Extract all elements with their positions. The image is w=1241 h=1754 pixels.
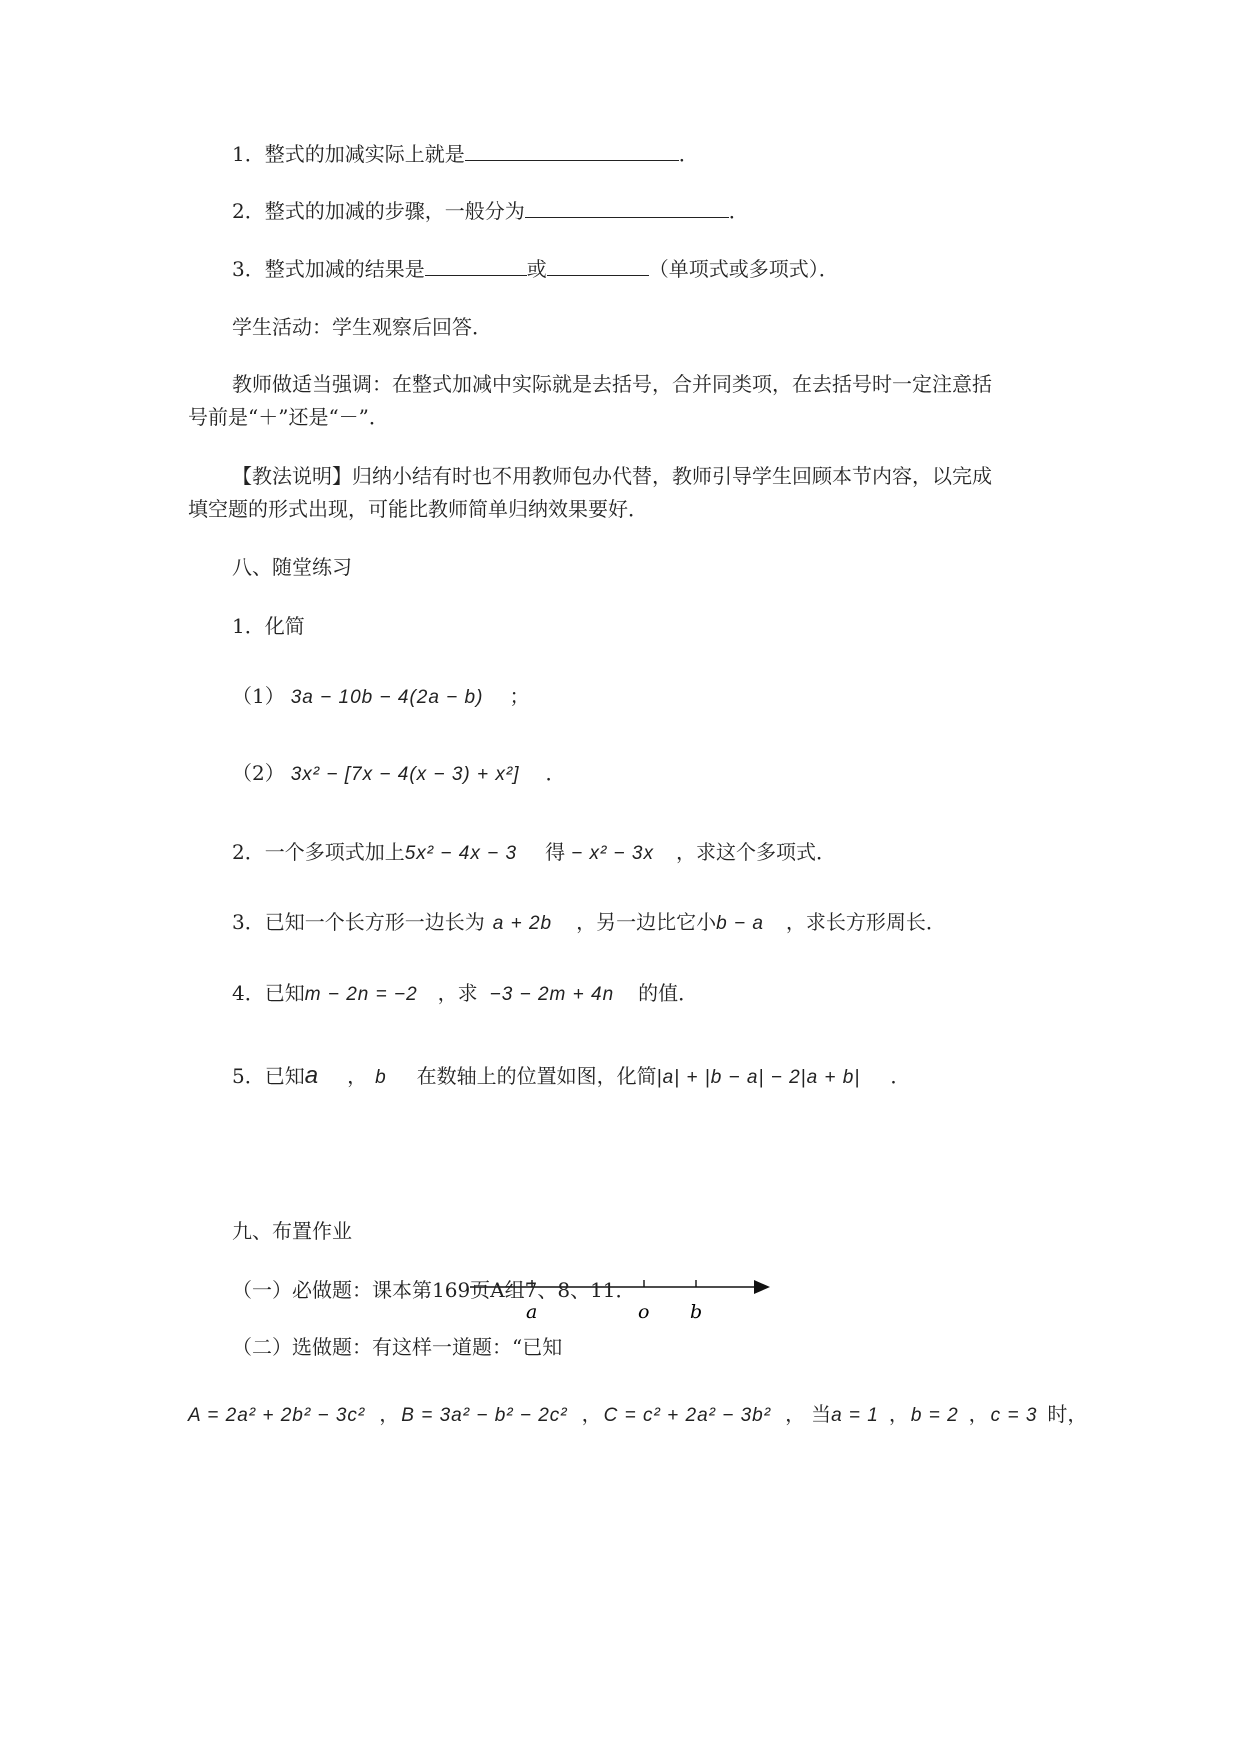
method-note-line-1: 【教法说明】归纳小结有时也不用教师包办代替，教师引导学生回顾本节内容，以完成 xyxy=(232,464,992,488)
math-expression: − x² − 3x xyxy=(571,843,654,864)
q3-text: 3．整式加减的结果是 xyxy=(232,257,425,281)
tick-label-b: b xyxy=(690,1301,703,1323)
math-expression: |a| + |b − a| − 2|a + b| xyxy=(656,1067,861,1088)
math-expression: −3 − 2m + 4n xyxy=(489,984,615,1005)
homework-optional: （二）选做题：有这样一道题：“已知 xyxy=(232,1335,563,1359)
summary-question-2: 2．整式的加减的步骤，一般分为 ． xyxy=(232,199,749,223)
answer-blank xyxy=(465,140,679,161)
math-expression-B: B = 3a² − b² − 2c² xyxy=(401,1405,568,1426)
math-variable-a: a xyxy=(304,1062,320,1089)
answer-blank xyxy=(547,255,649,276)
math-variable-b: b xyxy=(375,1067,387,1088)
exercise-4: 4．已知m − 2n = −2 ，求 −3 − 2m + 4n 的值． xyxy=(232,979,698,1009)
arrow-head-icon xyxy=(754,1280,770,1294)
math-expression: m − 2n = −2 xyxy=(304,984,418,1005)
math-expression-C: C = c² + 2a² − 3b² xyxy=(603,1405,772,1426)
math-expression: 3x² − [7x − 4(x − 3) + x²] xyxy=(290,764,520,785)
math-expression: 5x² − 4x − 3 xyxy=(404,843,518,864)
q1-text: 1．整式的加减实际上就是 xyxy=(232,142,465,166)
math-expression: a + 2b xyxy=(492,913,553,934)
section-8-title: 八、随堂练习 xyxy=(232,555,352,579)
exercise-5: 5．已知a ， b 在数轴上的位置如图，化简|a| + |b − a| − 2|a + b| ． xyxy=(232,1062,910,1092)
section-9-title: 九、布置作业 xyxy=(232,1219,352,1243)
exercise-1-label: 1．化简 xyxy=(232,614,305,638)
q2-text: 2．整式的加减的步骤，一般分为 xyxy=(232,199,525,223)
exercise-3: 3．已知一个长方形一边长为 a + 2b ，另一边比它小b − a ，求长方形周长． xyxy=(232,908,946,938)
math-expression-b-value: b = 2 xyxy=(910,1405,959,1426)
method-note-line-2: 填空题的形式出现，可能比教师简单归纳效果要好． xyxy=(188,497,648,521)
homework-required: （一）必做题：课本第169页A组7、8、11． xyxy=(232,1278,636,1302)
homework-formula-line: A = 2a² + 2b² − 3c² ， B = 3a² − b² − 2c² ， C = c² + 2a² − 3b² ， 当a = 1 ， b = 2 ， c = 3 时， xyxy=(188,1400,1087,1430)
math-expression-c-value: c = 3 xyxy=(990,1405,1038,1426)
student-activity: 学生活动：学生观察后回答． xyxy=(232,315,492,339)
math-expression-a-value: a = 1 xyxy=(831,1405,879,1426)
exercise-1-item-2: （2） 3x² − [7x − 4(x − 3) + x²] ． xyxy=(232,759,565,789)
exercise-1-item-1: （1） 3a − 10b − 4(2a − b) ； xyxy=(232,682,529,712)
math-expression: b − a xyxy=(716,913,764,934)
exercise-2: 2．一个多项式加上5x² − 4x − 3 得 − x² − 3x ，求这个多项式． xyxy=(232,838,836,868)
answer-blank xyxy=(425,255,527,276)
math-expression: 3a − 10b − 4(2a − b) xyxy=(290,687,484,708)
answer-blank xyxy=(525,197,729,218)
tick-label-o: o xyxy=(638,1301,650,1323)
teacher-emphasis-line-1: 教师做适当强调：在整式加减中实际就是去括号，合并同类项，在去括号时一定注意括 xyxy=(232,372,992,396)
summary-question-1: 1．整式的加减实际上就是 ． xyxy=(232,142,699,166)
tick-label-a: a xyxy=(526,1301,538,1323)
teacher-emphasis-line-2: 号前是“＋”还是“－”． xyxy=(188,405,389,429)
math-expression-A: A = 2a² + 2b² − 3c² xyxy=(188,1405,366,1426)
summary-question-3: 3．整式加减的结果是 或 （单项式或多项式）． xyxy=(232,257,839,281)
